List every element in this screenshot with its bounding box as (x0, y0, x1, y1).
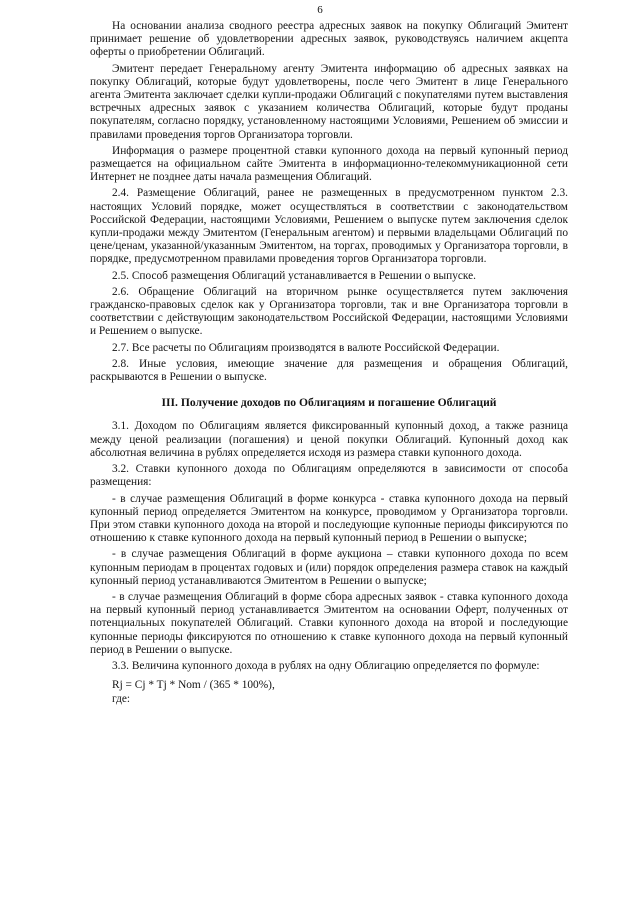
paragraph: Эмитент передает Генеральному агенту Эмитента информацию об адресных заявках на покупку Облигаций, которые будут удовлетворены, после чего Эмитент в лице Генерального агента Эмитента заключает сделки купли-продажи Облигаций с покупателями путем выставления встречных адресных заявок с указанием количества Облигаций, которые будут проданы покупателям, согласно порядку, установленному настоящими Условиями, Решением об эмиссии и правилами проведения торгов Организатора торговли. (90, 62, 568, 141)
paragraph: 2.7. Все расчеты по Облигациям производятся в валюте Российской Федерации. (112, 341, 500, 354)
paragraph: 2.8. Иные условия, имеющие значение для размещения и обращения Облигаций, раскрываются в Решении о выпуске. (90, 357, 568, 384)
paragraph: 2.5. Способ размещения Облигаций устанавливается в Решении о выпуске. (112, 269, 477, 282)
list-item: - в случае размещения Облигаций в форме аукциона – ставки купонного дохода по всем купонным периодам в процентах годовых и (или) порядок определения размера ставок на каждый купонный период устанавливаются Эмитентом в Решении о выпуске; (90, 548, 568, 587)
document-body (90, 20, 568, 710)
where-label: где: (112, 693, 131, 706)
paragraph: 2.6. Обращение Облигаций на вторичном рынке осуществляется путем заключения гражданско-правовых сделок как у Организатора торговли, так и вне Организатора торговли в соответствии с действующим законодательством Российской Федерации, настоящими Условиями и Решением о выпуске. (90, 285, 568, 338)
list-item: - в случае размещения Облигаций в форме сбора адресных заявок - ставка купонного дохода на первый купонный период устанавливается Эмитентом на основании Оферт, полученных от потенциальных покупателей Облигаций. Ставки купонного дохода на второй и последующие купонные периоды фиксируются по отношению к ставке купонного дохода на первый купонный период в Решении о выпуске. (90, 590, 568, 656)
paragraph: 2.4. Размещение Облигаций, ранее не размещенных в предусмотренном пунктом 2.3. настоящих Условий порядке, может осуществляться в соответствии с законодательством Российской Федерации, настоящими Условиями, Решением о выпуске путем заключения сделок купли-продажи между Эмитентом (Генеральным агентом) и первыми владельцами Облигаций по цене/ценам, указанной/указанным Эмитентом, на торгах, проводимых у Организатора торговли, в порядке, предусмотренном правилами проведения торгов Организатора торговли. (90, 187, 568, 266)
paragraph: 3.1. Доходом по Облигациям является фиксированный купонный доход, а также разница между ценой реализации (погашения) и ценой покупки Облигаций. Купонный доход как абсолютная величина в рублях определяется исходя из размера ставки купонного дохода. (90, 420, 568, 459)
section-heading: III. Получение доходов по Облигациям и погашение Облигаций (161, 396, 497, 410)
formula: Rj = Cj * Tj * Nom / (365 * 100%), (112, 679, 275, 692)
paragraph: 3.3. Величина купонного дохода в рублях на одну Облигацию определяется по формуле: (112, 659, 540, 672)
paragraph: 3.2. Ставки купонного дохода по Облигациям определяются в зависимости от способа размещения: (90, 463, 568, 489)
paragraph: Информация о размере процентной ставки купонного дохода на первый купонный период размещается на официальном сайте Эмитента в информационно-телекоммуникационной сети Интернет не позднее даты начала размещения Облигаций. (90, 144, 568, 184)
list-item: - в случае размещения Облигаций в форме конкурса - ставка купонного дохода на первый купонный период определяется Эмитентом на конкурсе, проводимом у Организатора торговли. При этом ставки купонного дохода на второй и последующие купонные периоды фиксируются по отношению к ставке купонного дохода на первый купонный период в Решении о выпуске; (90, 492, 568, 545)
page-number: 6 (317, 4, 323, 16)
paragraph: На основании анализа сводного реестра адресных заявок на покупку Облигаций Эмитент принимает решение об удовлетворении адресных заявок, руководствуясь наличием акцепта оферты о приобретении Облигаций. (90, 20, 568, 59)
